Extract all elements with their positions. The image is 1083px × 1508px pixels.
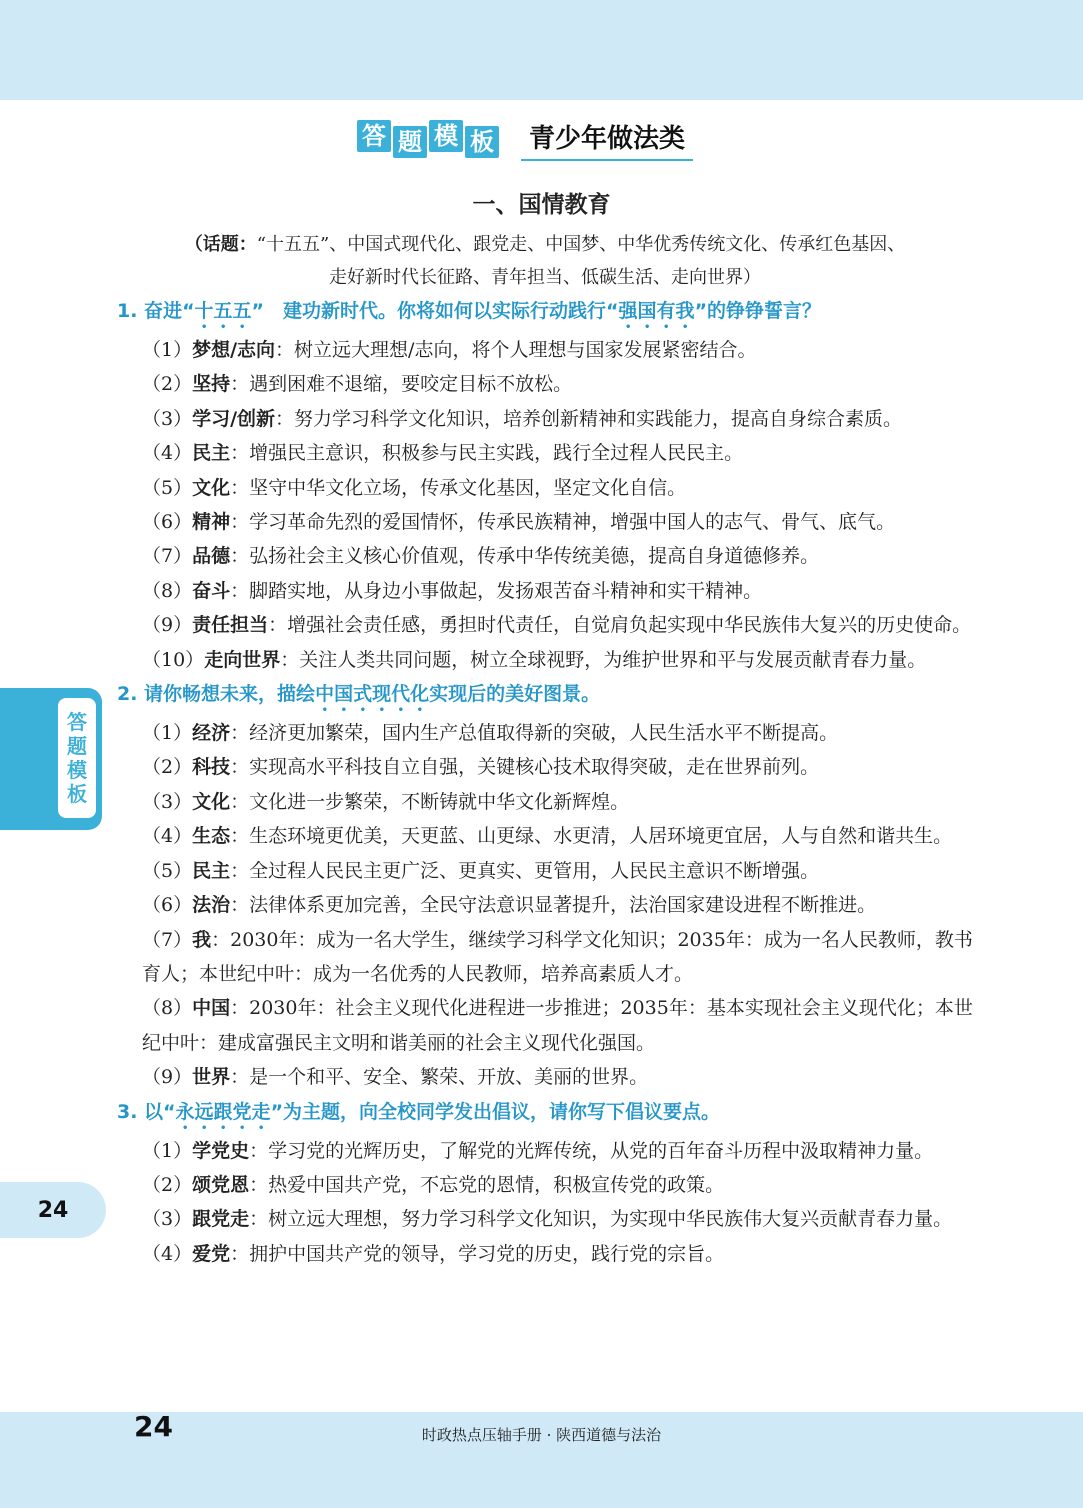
item-text: ：遇到困难不退缩，要咬定目标不放松。 (230, 373, 573, 396)
item-text: ：生态环境更优美，天更蓝、山更绿、水更清，人居环境更宜居，人与自然和谐共生。 (230, 825, 953, 848)
item-text: ：弘扬社会主义核心价值观，传承中华传统美德，提高自身道德修养。 (230, 545, 820, 568)
q2-post: 实现后的美好图景。 (429, 683, 601, 706)
item-keyword: 我 (192, 928, 212, 951)
item-keyword: 民主 (192, 442, 231, 465)
question-3 (117, 1095, 977, 1134)
item-keyword: 生态 (192, 825, 231, 848)
topics-note (100, 228, 990, 294)
item-text: ：拥护中国共产党的领导，学习党的历史，践行党的宗旨。 (230, 1242, 725, 1265)
item-text: ：2030年：社会主义现代化进程进一步推进；2035年：基本实现社会主义现代化；本世纪中叶：建成富强民主文明和谐美丽的社会主义现代化强国。 (142, 997, 973, 1054)
item-keyword: 世界 (192, 1066, 231, 1089)
list-item (117, 643, 977, 677)
item-text: ：学习革命先烈的爱国情怀，传承民族精神，增强中国人的志气、骨气、底气。 (230, 511, 896, 534)
main-content (117, 294, 977, 1271)
item-keyword: 坚持 (192, 373, 231, 396)
q1-emph-2: 强国有我 (618, 300, 695, 322)
item-num: （2） (142, 1173, 193, 1196)
q1-answer-list (117, 333, 977, 677)
item-keyword: 走向世界 (204, 648, 281, 671)
item-text: ：热爱中国共产党，不忘党的恩情，积极宣传党的政策。 (249, 1173, 725, 1196)
item-keyword: 品德 (192, 545, 231, 568)
item-num: （10） (142, 648, 205, 671)
item-keyword: 科技 (192, 756, 231, 779)
item-keyword: 责任担当 (192, 614, 269, 637)
side-tab-label (58, 698, 96, 818)
item-keyword: 中国 (192, 997, 231, 1020)
chip-char: 模 (429, 120, 463, 152)
item-num: （1） (142, 339, 193, 361)
list-item (117, 785, 977, 819)
list-item (117, 819, 977, 853)
topics-text-2: 走好新时代长征路、青年担当、低碳生活、走向世界） (329, 267, 761, 288)
list-item (117, 888, 977, 922)
item-text: ：经济更加繁荣，国内生产总值取得新的突破，人民生活水平不断提高。 (230, 722, 839, 745)
section-title: 一、国情教育 (472, 192, 611, 218)
list-item (117, 716, 977, 750)
item-num: （9） (142, 1066, 193, 1089)
q1-pre: 1. 奋进 (117, 300, 183, 322)
item-num: （7） (142, 928, 193, 951)
item-text: ：实现高水平科技自立自强，关键核心技术取得突破，走在世界前列。 (230, 756, 820, 779)
item-num: （1） (142, 1139, 193, 1162)
list-item (117, 991, 977, 1060)
list-item (117, 367, 977, 401)
list-item (117, 750, 977, 784)
list-item (117, 923, 977, 992)
item-text: ：脚踏实地，从身边小事做起，发扬艰苦奋斗精神和实干精神。 (230, 579, 763, 602)
item-keyword: 学党史 (192, 1139, 250, 1162)
template-title (357, 120, 727, 158)
item-keyword: 学习/创新 (192, 407, 276, 430)
list-item (117, 402, 977, 436)
q1-mid: 建功新时代。你将如何以实际行动践行“ (264, 300, 619, 322)
item-keyword: 奋斗 (192, 579, 231, 602)
item-num: （7） (142, 545, 193, 568)
item-num: （6） (142, 894, 193, 917)
chip-char: 板 (465, 126, 499, 158)
item-num: （4） (142, 1242, 193, 1265)
item-text: ：增强社会责任感，勇担时代责任，自觉肩负起实现中华民族伟大复兴的历史使命。 (268, 614, 972, 637)
item-text: ：全过程人民民主更广泛、更真实、更管用，人民民主意识不断增强。 (230, 859, 820, 882)
item-num: （5） (142, 476, 193, 499)
topics-text-1: “十五五”、中国式现代化、跟党走、中国梦、中华优秀传统文化、传承红色基因、 (256, 234, 906, 255)
q1-emph-1: “十五五” (182, 300, 265, 322)
q2-answer-list (117, 716, 977, 1094)
side-tab (0, 688, 102, 830)
item-num: （6） (142, 511, 193, 534)
side-tab-char: 答 (67, 710, 87, 734)
topics-line-1 (100, 228, 990, 261)
item-num: （5） (142, 859, 193, 882)
item-num: （9） (142, 614, 193, 637)
q2-emph: 中国式现代化 (315, 683, 430, 706)
page-badge: 24 (0, 1182, 106, 1238)
item-num: （4） (142, 442, 193, 465)
item-text: ：努力学习科学文化知识，培养创新精神和实践能力，提高自身综合素质。 (275, 407, 903, 430)
q1-post: ”的铮铮誓言？ (694, 300, 822, 322)
question-1 (117, 294, 977, 333)
item-keyword: 精神 (192, 511, 231, 534)
list-item (117, 1134, 977, 1168)
topics-label: （话题： (184, 234, 257, 255)
item-num: （8） (142, 579, 193, 602)
chip-char: 答 (357, 120, 391, 152)
list-item (117, 608, 977, 642)
item-num: （2） (142, 756, 193, 779)
item-text: ：学习党的光辉历史，了解党的光辉传统，从党的百年奋斗历程中汲取精神力量。 (249, 1139, 934, 1162)
item-text: ：法律体系更加完善，全民守法意识显著提升，法治国家建设进程不断推进。 (230, 894, 877, 917)
chip-char: 题 (393, 126, 427, 158)
q2-pre: 2. 请你畅想未来，描绘 (117, 683, 316, 706)
item-text: ：坚守中华文化立场，传承文化基因，坚定文化自信。 (230, 476, 687, 499)
item-text: ：树立远大理想/志向，将个人理想与国家发展紧密结合。 (275, 339, 757, 361)
item-keyword: 梦想/志向 (192, 339, 276, 361)
list-item (117, 471, 977, 505)
list-item (117, 1060, 977, 1094)
item-keyword: 民主 (192, 859, 231, 882)
side-tab-char: 板 (67, 782, 87, 806)
list-item (117, 1168, 977, 1202)
list-item (117, 539, 977, 573)
side-tab-char: 模 (67, 758, 87, 782)
q3-pre: 3. 以“ (117, 1100, 176, 1123)
item-num: （3） (142, 407, 193, 430)
item-text: ：文化进一步繁荣，不断铸就中华文化新辉煌。 (230, 790, 630, 813)
item-text: ：树立远大理想，努力学习科学文化知识，为实现中华民族伟大复兴贡献青春力量。 (249, 1208, 953, 1231)
item-num: （3） (142, 1208, 193, 1231)
page-title: 青少年做法类 (521, 118, 693, 161)
list-item (117, 1202, 977, 1236)
item-num: （3） (142, 790, 193, 813)
list-item (117, 333, 977, 367)
question-2 (117, 677, 977, 716)
list-item (117, 854, 977, 888)
list-item (117, 505, 977, 539)
item-text: ：2030年：成为一名大学生，继续学习科学文化知识；2035年：成为一名人民教师，教书育人；本世纪中叶：成为一名优秀的人民教师，培养高素质人才。 (142, 928, 973, 985)
top-band (0, 0, 1083, 100)
item-keyword: 文化 (192, 476, 231, 499)
item-num: （8） (142, 997, 193, 1020)
item-text: ：增强民主意识，积极参与民主实践，践行全过程人民民主。 (230, 442, 744, 465)
item-keyword: 法治 (192, 894, 231, 917)
q3-answer-list (117, 1134, 977, 1272)
footer-page-number: 24 (134, 1410, 173, 1443)
item-text: ：关注人类共同问题，树立全球视野，为维护世界和平与发展贡献青春力量。 (280, 648, 927, 671)
list-item (117, 436, 977, 470)
item-num: （4） (142, 825, 193, 848)
list-item (117, 1237, 977, 1271)
side-tab-char: 题 (67, 734, 87, 758)
item-keyword: 颂党恩 (192, 1173, 250, 1196)
list-item (117, 574, 977, 608)
item-text: ：是一个和平、安全、繁荣、开放、美丽的世界。 (230, 1066, 649, 1089)
item-keyword: 跟党走 (192, 1208, 250, 1231)
item-keyword: 爱党 (192, 1242, 231, 1265)
item-num: （1） (142, 722, 193, 745)
template-chip (357, 120, 499, 158)
q3-emph: 永远跟党走 (175, 1100, 271, 1123)
item-keyword: 经济 (192, 722, 231, 745)
item-num: （2） (142, 373, 193, 396)
item-keyword: 文化 (192, 790, 231, 813)
q3-post: ”为主题，向全校同学发出倡议，请你写下倡议要点。 (270, 1100, 721, 1123)
footer-book-title: 时政热点压轴手册 · 陕西道德与法治 (421, 1426, 662, 1444)
